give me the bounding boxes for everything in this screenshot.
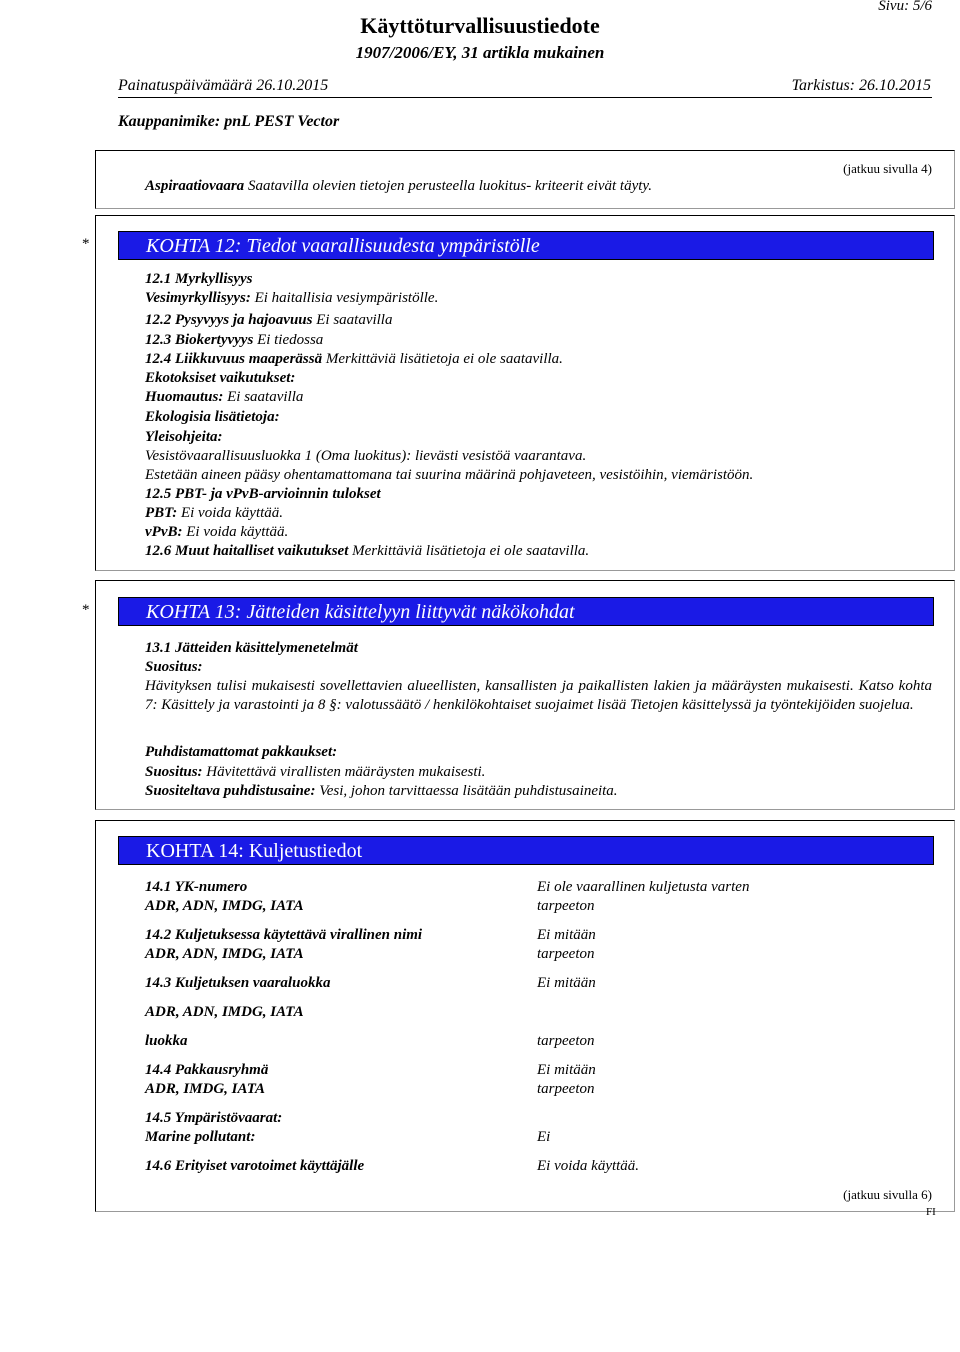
transport-row: ADR, IMDG, IATA xyxy=(145,1081,266,1097)
unclean-packaging-label: Puhdistamattomat pakkaukset: xyxy=(145,744,338,760)
transport-row: luokka xyxy=(145,1033,188,1049)
transport-row: 14.6 Erityiset varotoimet käyttäjälle xyxy=(145,1158,365,1174)
section-13-title: KOHTA 13: Jätteiden käsittelyyn liittyvät näkökohdat xyxy=(146,601,575,623)
line-ecotox: Ekotoksiset vaikutukset: xyxy=(145,370,296,386)
section-14-header xyxy=(118,836,934,865)
transport-row: 14.3 Kuljetuksen vaaraluokka xyxy=(145,975,331,991)
revision-marker: * xyxy=(82,236,90,252)
line-water-hazard-class: Vesistövaarallisuusluokka 1 (Oma luokitus): lievästi vesistöä vaarantava. xyxy=(145,448,587,464)
line-12-4: 12.4 Liikkuvuus maaperässä Merkittäviä lisätietoja ei ole saatavilla. xyxy=(145,351,563,367)
transport-value: tarpeeton xyxy=(537,1081,595,1097)
transport-value: Ei mitään xyxy=(537,927,596,943)
language-code: FI xyxy=(926,1206,936,1218)
transport-value: Ei mitään xyxy=(537,975,596,991)
line-12-3: 12.3 Biokertyvyys Ei tiedossa xyxy=(145,332,324,348)
transport-row: 14.1 YK-numero xyxy=(145,879,248,895)
section-12-title: KOHTA 12: Tiedot vaarallisuudesta ympäristölle xyxy=(146,235,540,257)
transport-value: tarpeeton xyxy=(537,946,595,962)
print-date: Painatuspäivämäärä 26.10.2015 xyxy=(118,77,329,94)
document-subtitle: 1907/2006/EY, 31 artikla mukainen xyxy=(355,43,605,62)
transport-row: 14.5 Ympäristövaarat: xyxy=(145,1110,283,1126)
line-general-notes: Yleisohjeita: xyxy=(145,429,223,445)
page-number: Sivu: 5/6 xyxy=(878,0,932,14)
disposal-paragraph: Hävityksen tulisi mukaisesti sovellettavien alueellisten, kansallisten ja paikallisten lakien ja määräysten mukaisesti. Katso kohta 7: Käsittely ja varastointi ja 8 §: valotussäätö / henkilökohtaiset suojaimet lisää Tietojen käsittelyssä ja työntekijöiden suojelua. xyxy=(145,678,932,713)
transport-row: 14.2 Kuljetuksessa käytettävä virallinen nimi xyxy=(145,927,423,943)
aspiration-text: Saatavilla olevien tietojen perusteella luokitus- kriteerit eivät täyty. xyxy=(247,178,652,194)
line-12-1: 12.1 Myrkyllisyys xyxy=(145,271,253,287)
document-title: Käyttöturvallisuustiedote xyxy=(360,13,600,38)
transport-value: Ei mitään xyxy=(537,1062,596,1078)
heading-13-1: 13.1 Jätteiden käsittelymenetelmät xyxy=(145,640,358,656)
transport-value: tarpeeton xyxy=(537,1033,595,1049)
section-13-header xyxy=(118,597,934,626)
line-eco-info: Ekologisia lisätietoja: xyxy=(145,409,280,425)
continued-on: (jatkuu sivulla 6) xyxy=(843,1187,932,1202)
transport-row: ADR, ADN, IMDG, IATA xyxy=(145,946,304,962)
section-12-header xyxy=(118,231,934,260)
aspiration-label: Aspiraatiovaara xyxy=(145,178,245,194)
line-12-6: 12.6 Muut haitalliset vaikutukset Merkittäviä lisätietoja ei ole saatavilla. xyxy=(145,543,590,559)
packaging-recommendation: Suositus: Hävitettävä virallisten määräysten mukaisesti. xyxy=(145,764,486,780)
header-divider xyxy=(118,97,932,98)
transport-value: Ei xyxy=(537,1129,551,1145)
cleaning-agent: Suositeltava puhdistusaine: Vesi, johon tarvittaessa lisätään puhdistusaineita. xyxy=(145,783,618,799)
line-aquatic-toxicity: Vesimyrkyllisyys: Ei haitallisia vesiympäristölle. xyxy=(145,290,439,306)
line-12-5: 12.5 PBT- ja vPvB-arvioinnin tulokset xyxy=(145,486,381,502)
transport-value: Ei ole vaarallinen kuljetusta varten xyxy=(537,879,750,895)
line-remark: Huomautus: Ei saatavilla xyxy=(145,389,304,405)
transport-row: Marine pollutant: xyxy=(145,1129,256,1145)
transport-row: 14.4 Pakkausryhmä xyxy=(145,1062,269,1078)
transport-row: ADR, ADN, IMDG, IATA xyxy=(145,898,304,914)
transport-row: ADR, ADN, IMDG, IATA xyxy=(145,1004,304,1020)
transport-value: tarpeeton xyxy=(537,898,595,914)
recommendation-label: Suositus: xyxy=(145,659,203,675)
line-pbt: PBT: Ei voida käyttää. xyxy=(145,505,284,521)
section-14-title: KOHTA 14: Kuljetustiedot xyxy=(146,840,363,862)
trade-name: Kauppanimike: pnL PEST Vector xyxy=(118,113,340,130)
aspiration-hazard xyxy=(145,177,652,196)
continued-from: (jatkuu sivulla 4) xyxy=(843,161,932,176)
line-12-2: 12.2 Pysyvyys ja hajoavuus Ei saatavilla xyxy=(145,312,393,328)
transport-value: Ei voida käyttää. xyxy=(537,1158,640,1174)
line-prevent-release: Estetään aineen pääsy ohentamattomana tai suurina määrinä pohjaveteen, vesistöihin, viemäristöön. xyxy=(145,467,754,483)
line-vpvb: vPvB: Ei voida käyttää. xyxy=(145,524,289,540)
revision-marker: * xyxy=(82,602,90,618)
revision-date: Tarkistus: 26.10.2015 xyxy=(791,77,931,94)
